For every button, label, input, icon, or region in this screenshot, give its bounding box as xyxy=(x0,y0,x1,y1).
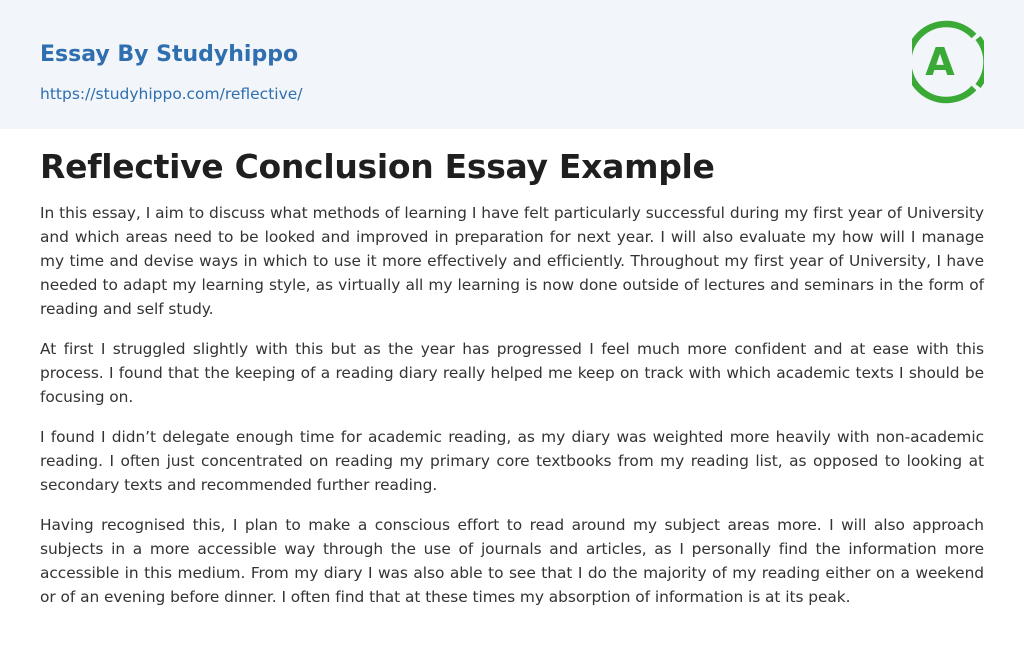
essay-body xyxy=(40,201,984,625)
studyhippo-logo-icon[interactable] xyxy=(912,20,984,104)
logo-letter: A xyxy=(925,40,955,84)
page-header xyxy=(0,0,1024,129)
essay-paragraph: In this essay, I aim to discuss what methods of learning I have felt particularly successful during my first year of University and which areas need to be looked and improved in preparation for next year. I will also evaluate my how will I manage my time and devise ways in which to use it more effectively and efficiently. Throughout my first year of University, I have needed to adapt my learning style, as virtually all my learning is now done outside of lectures and seminars in the form of reading and self study. xyxy=(40,204,984,318)
essay-title: Reflective Conclusion Essay Example xyxy=(40,147,715,186)
source-url-link[interactable]: https://studyhippo.com/reflective/ xyxy=(40,85,303,103)
essay-paragraph: I found I didn’t delegate enough time for academic reading, as my diary was weighted more heavily with non-academic reading. I often just concentrated on reading my primary core textbooks from my reading list, as opposed to looking at secondary texts and recommended further reading. xyxy=(40,428,984,494)
brand-title[interactable]: Essay By Studyhippo xyxy=(40,42,299,67)
essay-paragraph: Having recognised this, I plan to make a conscious effort to read around my subject areas more. I will also approach subjects in a more accessible way through the use of journals and articles, as I personally find the information more accessible in this medium. From my diary I was also able to see that I do the majority of my reading either on a weekend or of an evening before dinner. I often find that at these times my absorption of information is at its peak. xyxy=(40,516,984,606)
essay-paragraph: At first I struggled slightly with this but as the year has progressed I feel much more confident and at ease with this process. I found that the keeping of a reading diary really helped me keep on track with which academic texts I should be focusing on. xyxy=(40,340,984,406)
